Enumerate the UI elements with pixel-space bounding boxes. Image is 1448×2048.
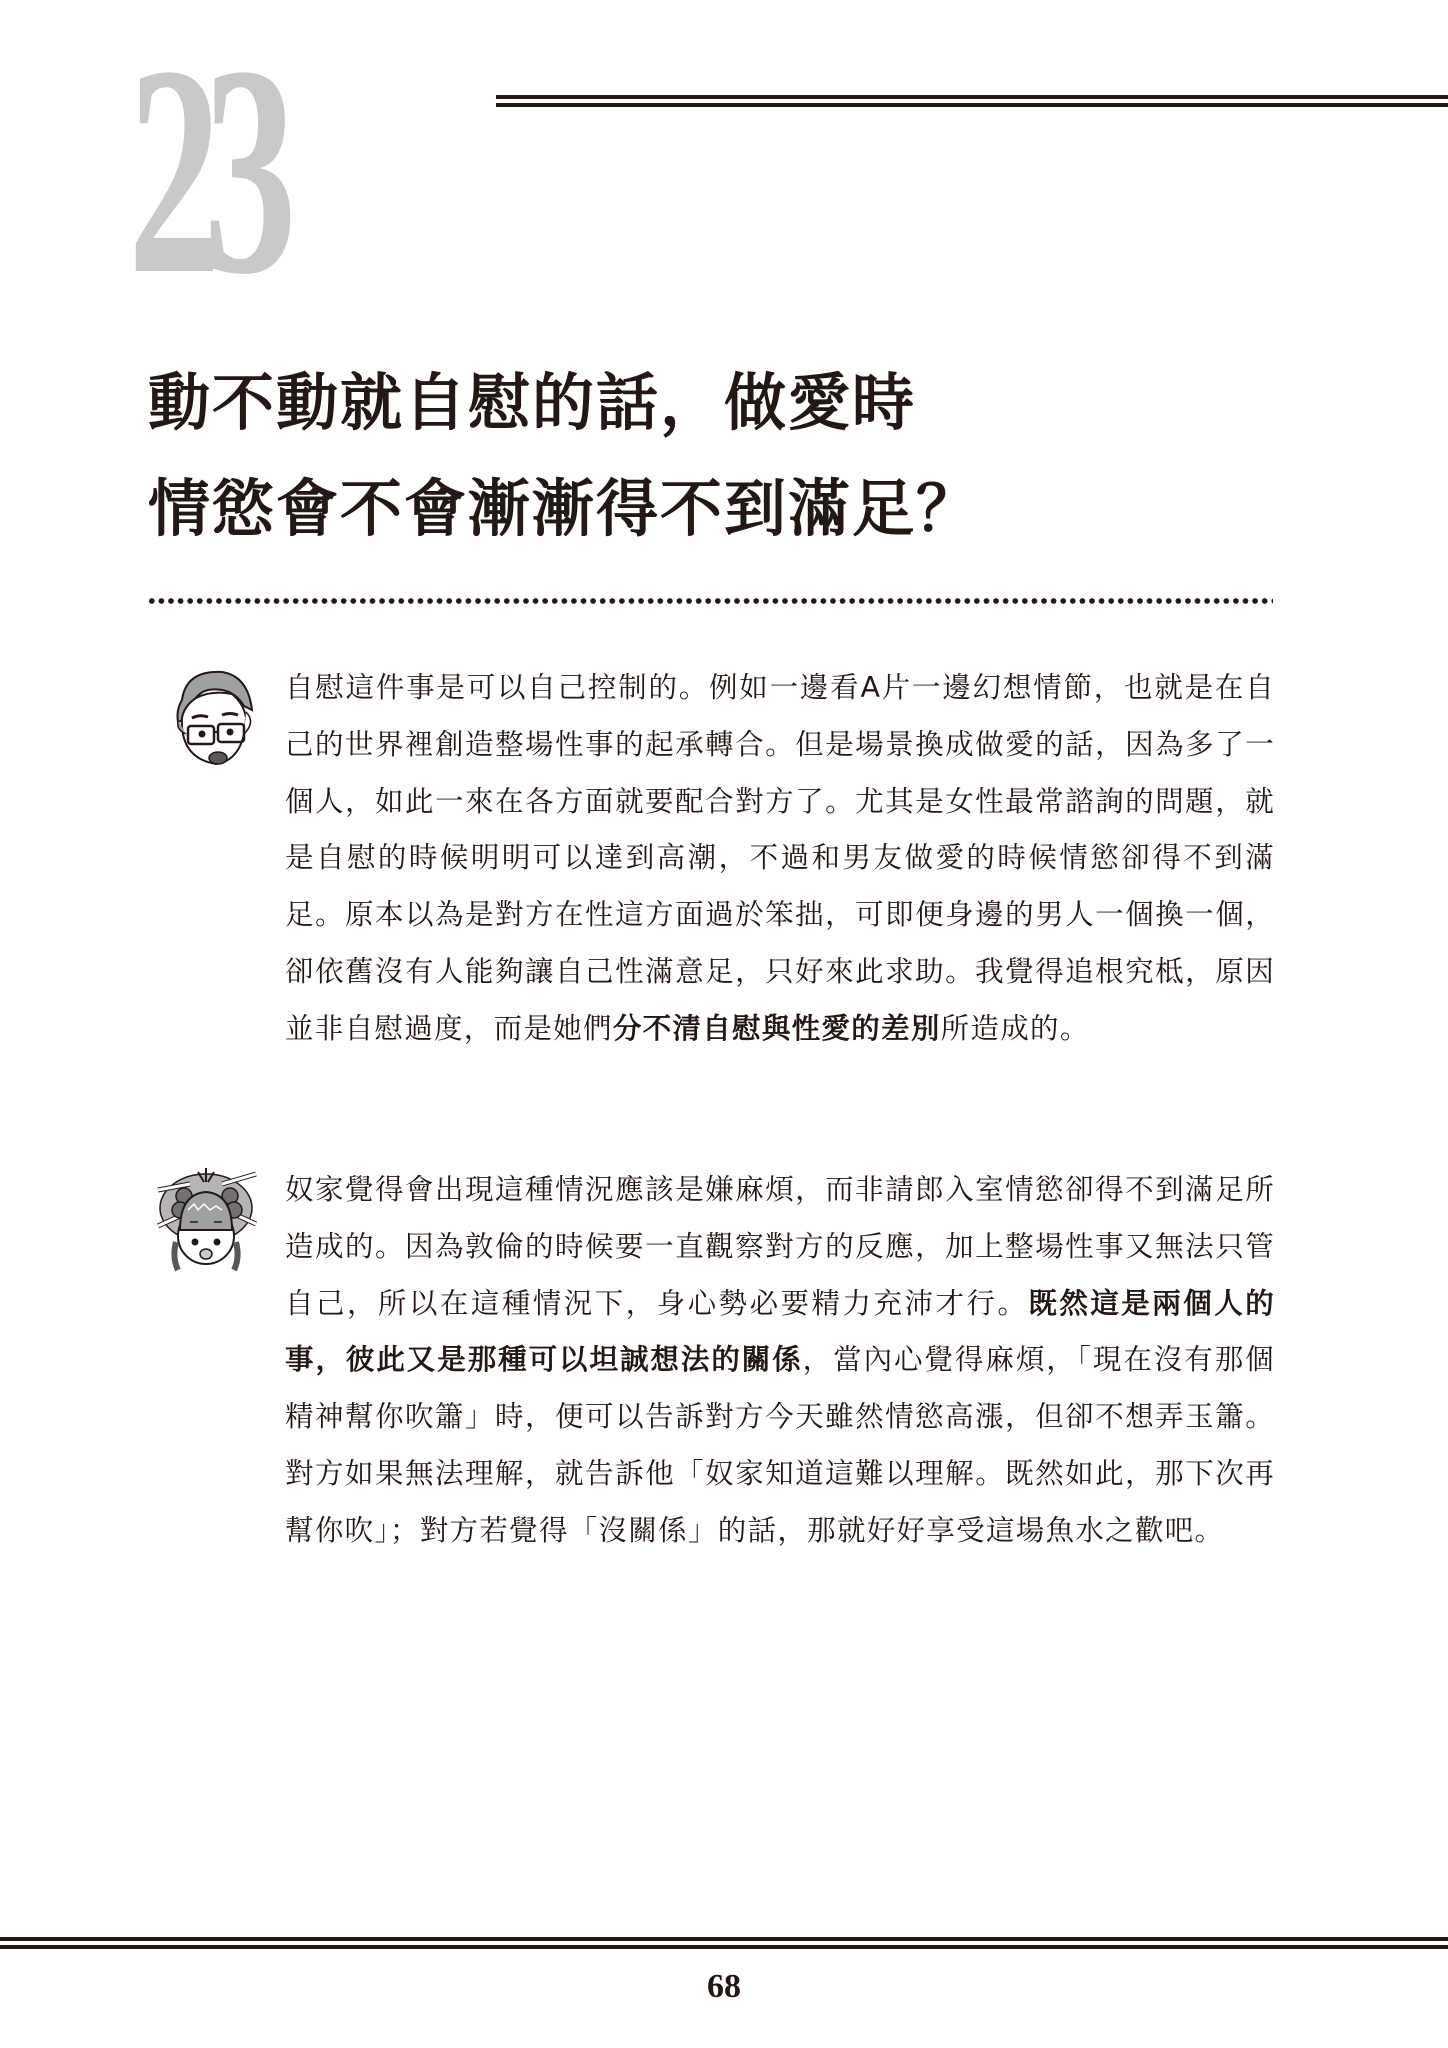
older-man-with-glasses-icon xyxy=(152,660,264,772)
section-1-emphasis: 分不清自慰與性愛的差別 xyxy=(612,1011,941,1045)
chapter-title xyxy=(148,350,1298,562)
section-2-paragraph xyxy=(285,1162,1275,1560)
section-1-text xyxy=(285,660,1275,1058)
section-2-text xyxy=(285,1162,1275,1560)
chapter-number: 23 xyxy=(128,4,280,336)
section-1-text-part-2: 所造成的。 xyxy=(940,1011,1090,1045)
header-double-rule xyxy=(496,95,1448,108)
footer-double-rule xyxy=(0,1937,1448,1950)
dotted-divider xyxy=(147,598,1273,604)
section-1-text-part-1: 自慰這件事是可以自己控制的。例如一邊看A片一邊幻想情節，也就是在自己的世界裡創造整場性事的起承轉合。但是場景換成做愛的話，因為多了一個人，如此一來在各方面就要配合對方了。尤其是女性最常諮詢的問題，就是自慰的時候明明可以達到高潮，不過和男友做愛的時候情慾卻得不到滿足。原本以為是對方在性這方面過於笨拙，可即便身邊的男人一個換一個，卻依舊沒有人能夠讓自己性滿意足，只好來此求助。我覺得追根究柢，原因並非自慰過度，而是她們 xyxy=(285,671,1275,1045)
title-line-2: 情慾會不會漸漸得不到滿足？ xyxy=(148,472,981,545)
section-1-paragraph xyxy=(285,660,1275,1058)
page-number: 68 xyxy=(707,1968,741,2005)
section-2-text-part-2: ，當內心覺得麻煩，「現在沒有那個精神幫你吹簫」時，便可以告訴對方今天雖然情慾高漲，但卻不想弄玉簫。對方如果無法理解，就告訴他「奴家知道這難以理解。既然如此，那下次再幫你吹」；對方若覺得「沒關係」的話，那就好好享受這場魚水之歡吧。 xyxy=(285,1343,1275,1547)
section-2-emphasis: 既然這是兩個人的事，彼此又是那種可以坦誠想法的關係 xyxy=(285,1286,1275,1377)
geisha-woman-icon xyxy=(150,1162,262,1274)
title-line-1: 動不動就自慰的話，做愛時 xyxy=(148,366,917,439)
section-2-text-part-1: 奴家覺得會出現這種情況應該是嫌麻煩，而非請郎入室情慾卻得不到滿足所造成的。因為敦倫的時候要一直觀察對方的反應，加上整場性事又無法只管自己，所以在這種情況下，身心勢必要精力充沛才行。 xyxy=(285,1173,1275,1320)
